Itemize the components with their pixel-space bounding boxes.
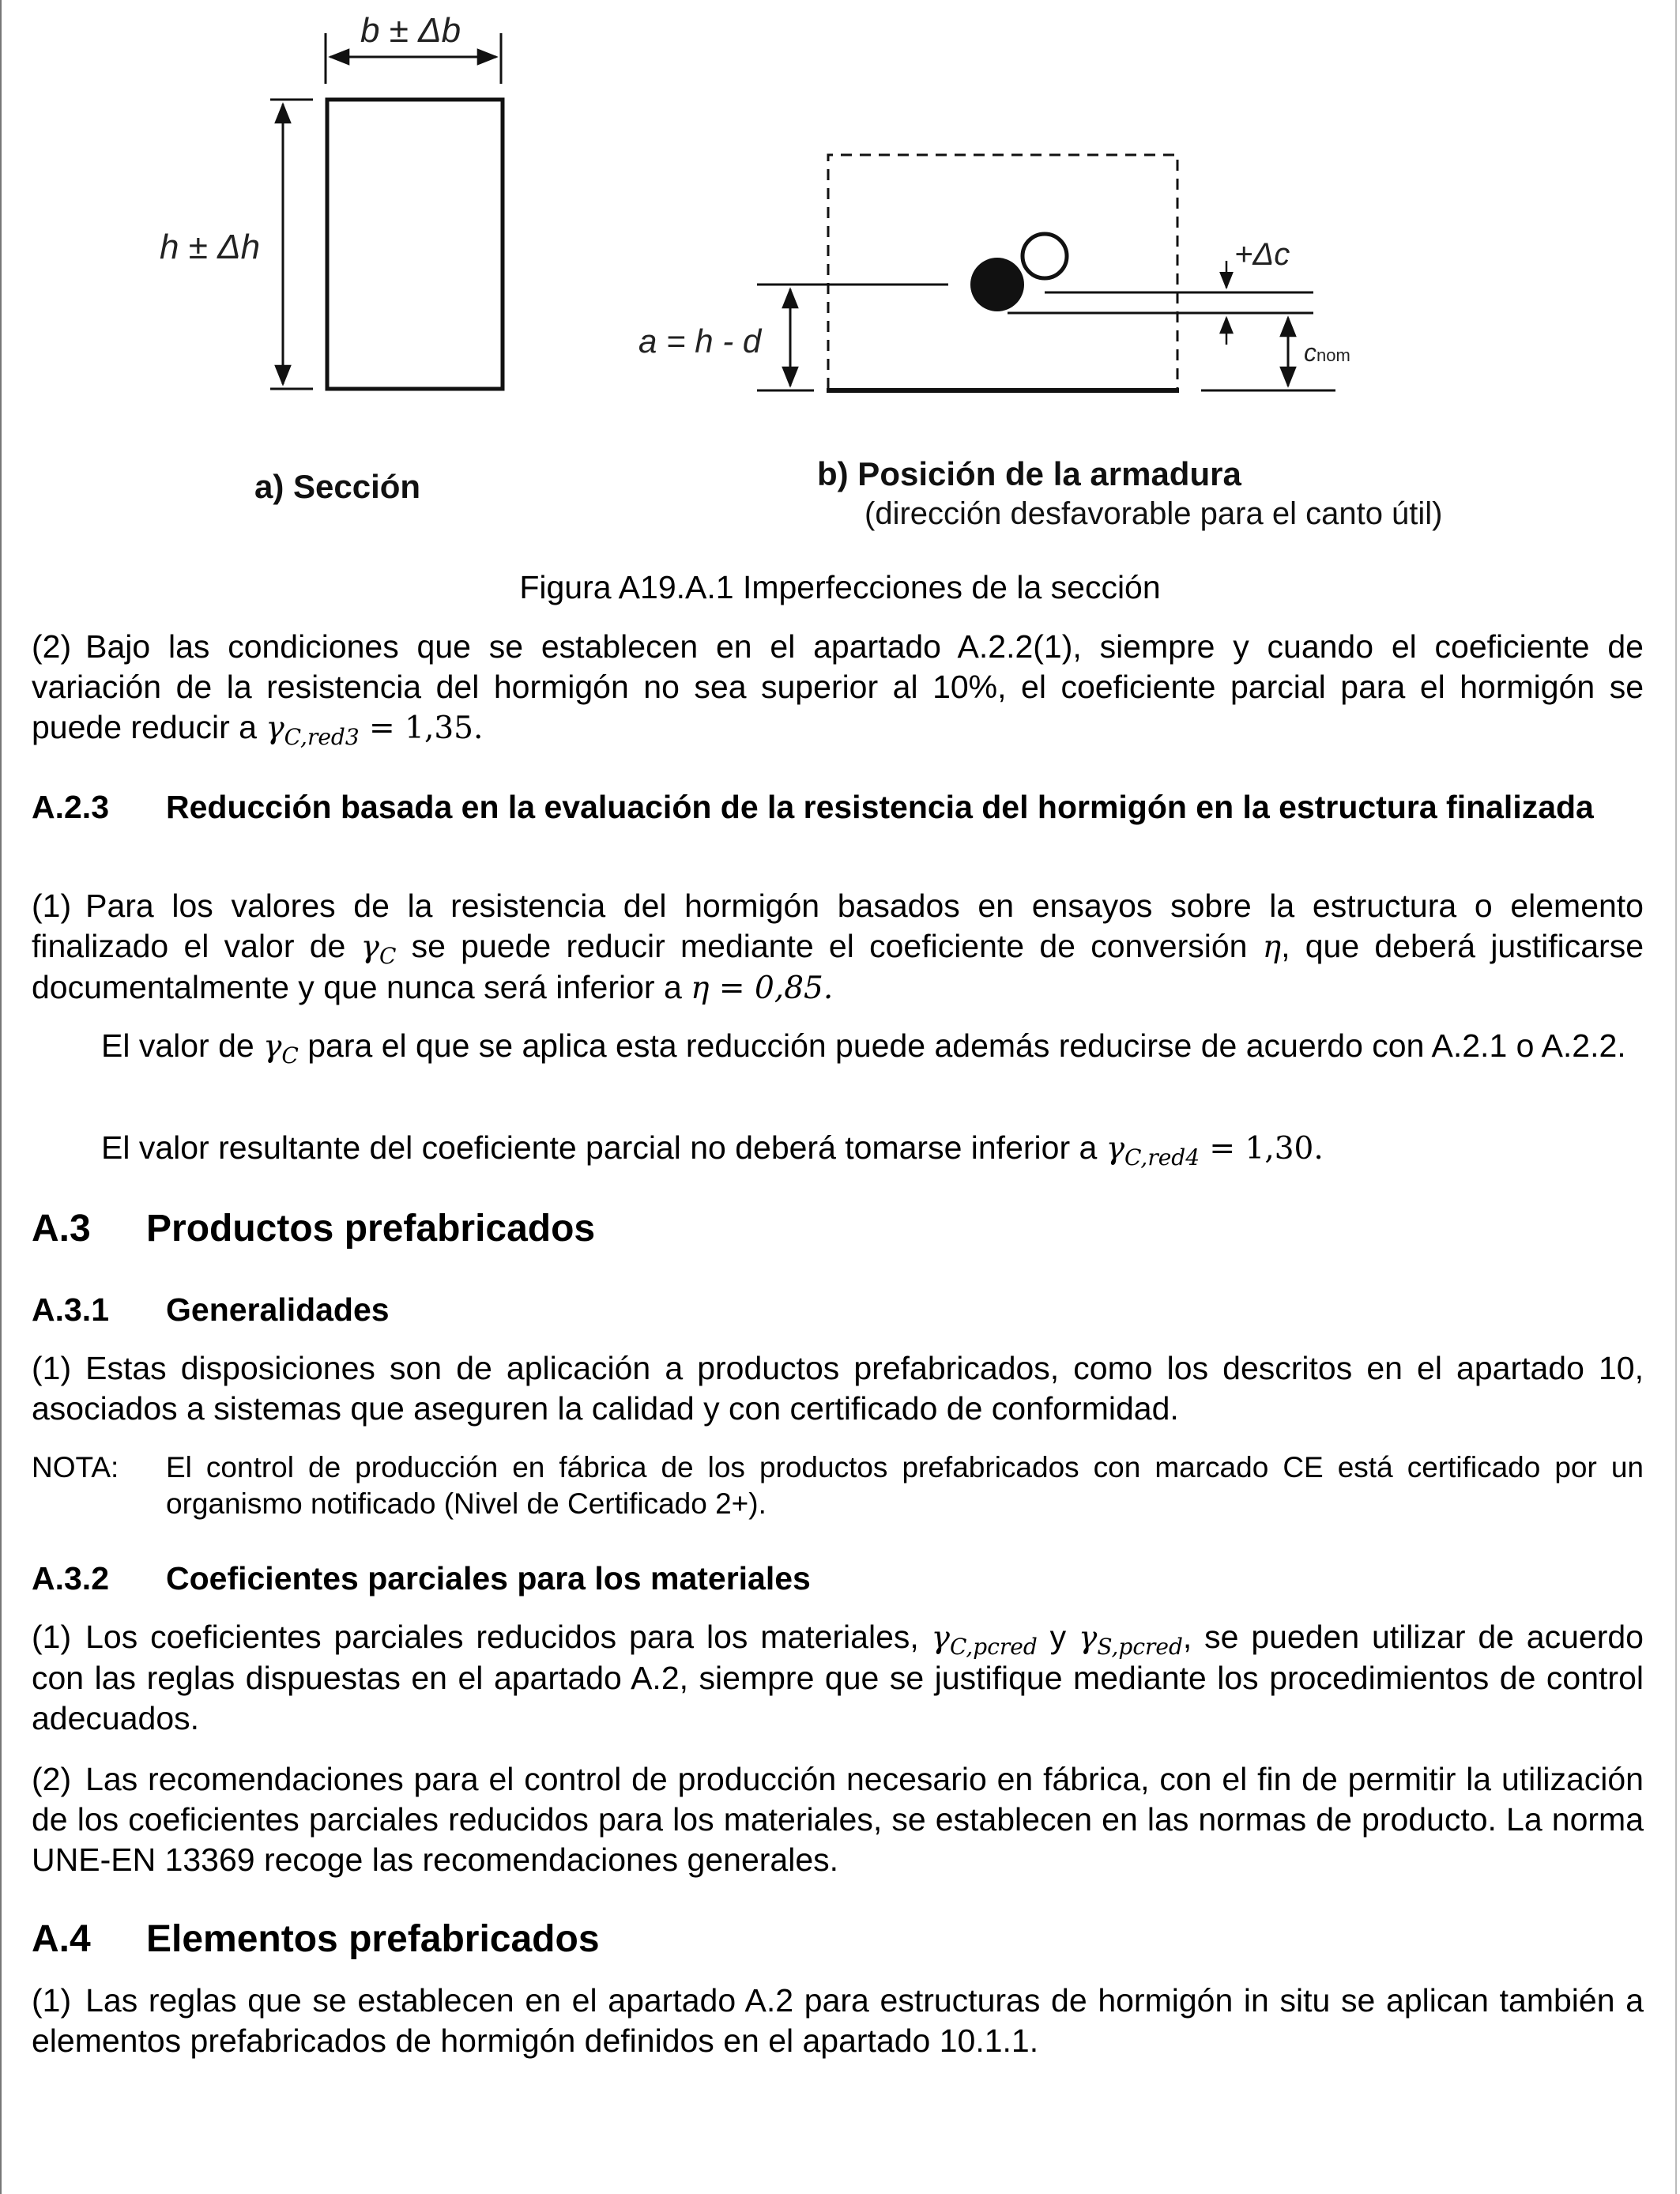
- math-subscript: C: [281, 1042, 299, 1069]
- paragraph-number: (1): [32, 1982, 72, 2019]
- sub-caption-b: b) Posición de la armadura: [817, 455, 1241, 492]
- gamma-c: [360, 929, 397, 969]
- heading-a32: [32, 1559, 1644, 1599]
- paragraph-text: , que deberá justificarse documentalmente y que nunca será inferior a: [32, 928, 1644, 1005]
- section-imperfections-figure: [0, 0, 1680, 569]
- math-subscript: S,pcred: [1097, 1634, 1183, 1660]
- heading-number: A.4: [32, 1918, 91, 1960]
- heading-text: Reducción basada en la evaluación de la resistencia del hormigón en la estructura finalizada: [166, 789, 1594, 825]
- math-symbol: γ: [263, 1029, 282, 1065]
- section-rectangle: [327, 100, 503, 389]
- paragraph-a32-1: [32, 1617, 1644, 1739]
- eta-value: η = 0,85.: [691, 971, 834, 1006]
- gamma-c: [263, 1029, 299, 1069]
- bar-design-position: [1023, 234, 1067, 278]
- h-dimension-label: h ± Δh: [160, 228, 261, 266]
- heading-a4: [32, 1917, 1644, 1962]
- paragraph-text: Estas disposiciones son de aplicación a productos prefabricados, como los descritos en el apartado 10, asociados a sistemas que aseguren la calidad y con certificado de conformidad.: [32, 1350, 1644, 1427]
- paragraph-text: El valor de: [101, 1027, 264, 1064]
- math-symbol: γ: [1106, 1131, 1124, 1167]
- gamma-c-red4: [1106, 1131, 1324, 1171]
- math-subscript: C: [379, 943, 397, 969]
- math-value: = 1,30.: [1200, 1131, 1324, 1167]
- heading-a23: [32, 787, 1644, 827]
- heading-text: Productos prefabricados: [146, 1208, 596, 1250]
- paragraph-text: para el que se aplica esta reducción puede además reducirse de acuerdo con A.2.1 o A.2.2.: [298, 1027, 1626, 1064]
- gamma-c-red3: [266, 711, 484, 750]
- paragraph-a23-3: [32, 1128, 1644, 1169]
- paragraph-a23-1: [32, 886, 1644, 1008]
- figure-title: Figura A19.A.1 Imperfecciones de la sección: [519, 569, 1161, 605]
- b-dimension-label: b ± Δb: [360, 11, 461, 50]
- sub-caption-a: a) Sección: [254, 468, 421, 505]
- heading-a31: [32, 1290, 1644, 1330]
- math-subscript: C,red4: [1124, 1144, 1200, 1171]
- math-symbol: γ: [360, 929, 379, 965]
- cnom-label: [1304, 338, 1350, 368]
- heading-text: Elementos prefabricados: [146, 1918, 600, 1960]
- paragraph-number: (2): [32, 1761, 72, 1797]
- paragraph-number: (2): [32, 628, 72, 665]
- math-value: = 1,35.: [359, 711, 484, 746]
- heading-number: A.3.1: [32, 1291, 109, 1328]
- paragraph-text: El valor resultante del coeficiente parcial no deberá tomarse inferior a: [101, 1129, 1106, 1166]
- paragraph-text: Los coeficientes parciales reducidos para los materiales,: [85, 1619, 932, 1655]
- heading-text: Generalidades: [166, 1291, 390, 1328]
- paragraph-text: Las recomendaciones para el control de producción necesario en fábrica, con el fin de permitir la utilización de los coeficientes parciales reducidos para los materiales, se establecen en las normas de producto. La norma UNE-EN 13369 recoge las recomendaciones generales.: [32, 1761, 1644, 1878]
- paragraph-a22-2: [32, 627, 1644, 748]
- gamma-c-pcred: [931, 1620, 1038, 1660]
- math-symbol: γ: [266, 711, 284, 746]
- delta-c-label: +Δc: [1234, 237, 1290, 272]
- heading-a3: [32, 1206, 1644, 1252]
- paragraph-a23-2: [32, 1026, 1644, 1067]
- heading-number: A.3: [32, 1208, 91, 1250]
- paragraph-number: (1): [32, 1619, 72, 1655]
- paragraph-a32-2: [32, 1759, 1644, 1880]
- paragraph-number: (1): [32, 888, 72, 924]
- math-subscript: C,red3: [284, 724, 360, 750]
- heading-text: Coeficientes parciales para los materiales: [166, 1560, 811, 1596]
- note-text: El control de producción en fábrica de los productos prefabricados con marcado CE está certificado por un organismo notificado (Nivel de Certificado 2+).: [166, 1451, 1644, 1520]
- math-subscript: C,pcred: [949, 1634, 1038, 1660]
- paragraph-text: se puede reducir mediante el coeficiente de conversión: [396, 928, 1263, 964]
- paragraph-a4-1: [32, 1981, 1644, 2061]
- paragraph-text: Para los valores de la resistencia del hormigón basados en ensayos sobre la estructura o elemento finalizado el valor de: [32, 888, 1644, 964]
- cnom-subscript: nom: [1317, 345, 1350, 365]
- paragraph-text: Las reglas que se establecen en el apartado A.2 para estructuras de hormigón in situ se aplican también a elementos prefabricados de hormigón definidos en el apartado 10.1.1.: [32, 1982, 1644, 2059]
- sub-caption-b-detail: (dirección desfavorable para el canto útil): [864, 496, 1443, 531]
- cnom-symbol: c: [1304, 338, 1317, 367]
- paragraph-number: (1): [32, 1350, 72, 1386]
- note-label: NOTA:: [32, 1451, 119, 1483]
- paragraph-text: y: [1037, 1619, 1079, 1655]
- math-symbol: γ: [1079, 1620, 1098, 1656]
- heading-number: A.2.3: [32, 789, 109, 825]
- note-a31: [32, 1449, 1644, 1522]
- gamma-s-pcred: [1079, 1620, 1183, 1660]
- eta-symbol: η: [1262, 929, 1282, 965]
- paragraph-a31-1: [32, 1348, 1644, 1429]
- math-symbol: γ: [931, 1620, 950, 1656]
- paragraph-text: Bajo las condiciones que se establecen en el apartado A.2.2(1), siempre y cuando el coeficiente de variación de la resistencia del hormigón no sea superior al 10%, el coeficiente parcial para el hormigón se puede reducir a: [32, 628, 1644, 745]
- heading-number: A.3.2: [32, 1560, 109, 1596]
- bar-displaced-position: [970, 258, 1024, 311]
- paragraph-text: , se pueden utilizar de acuerdo con las reglas dispuestas en el apartado A.2, siempre que se justifique mediante los procedimientos de control adecuados.: [32, 1619, 1644, 1736]
- a-dimension-label: a = h - d: [638, 322, 762, 360]
